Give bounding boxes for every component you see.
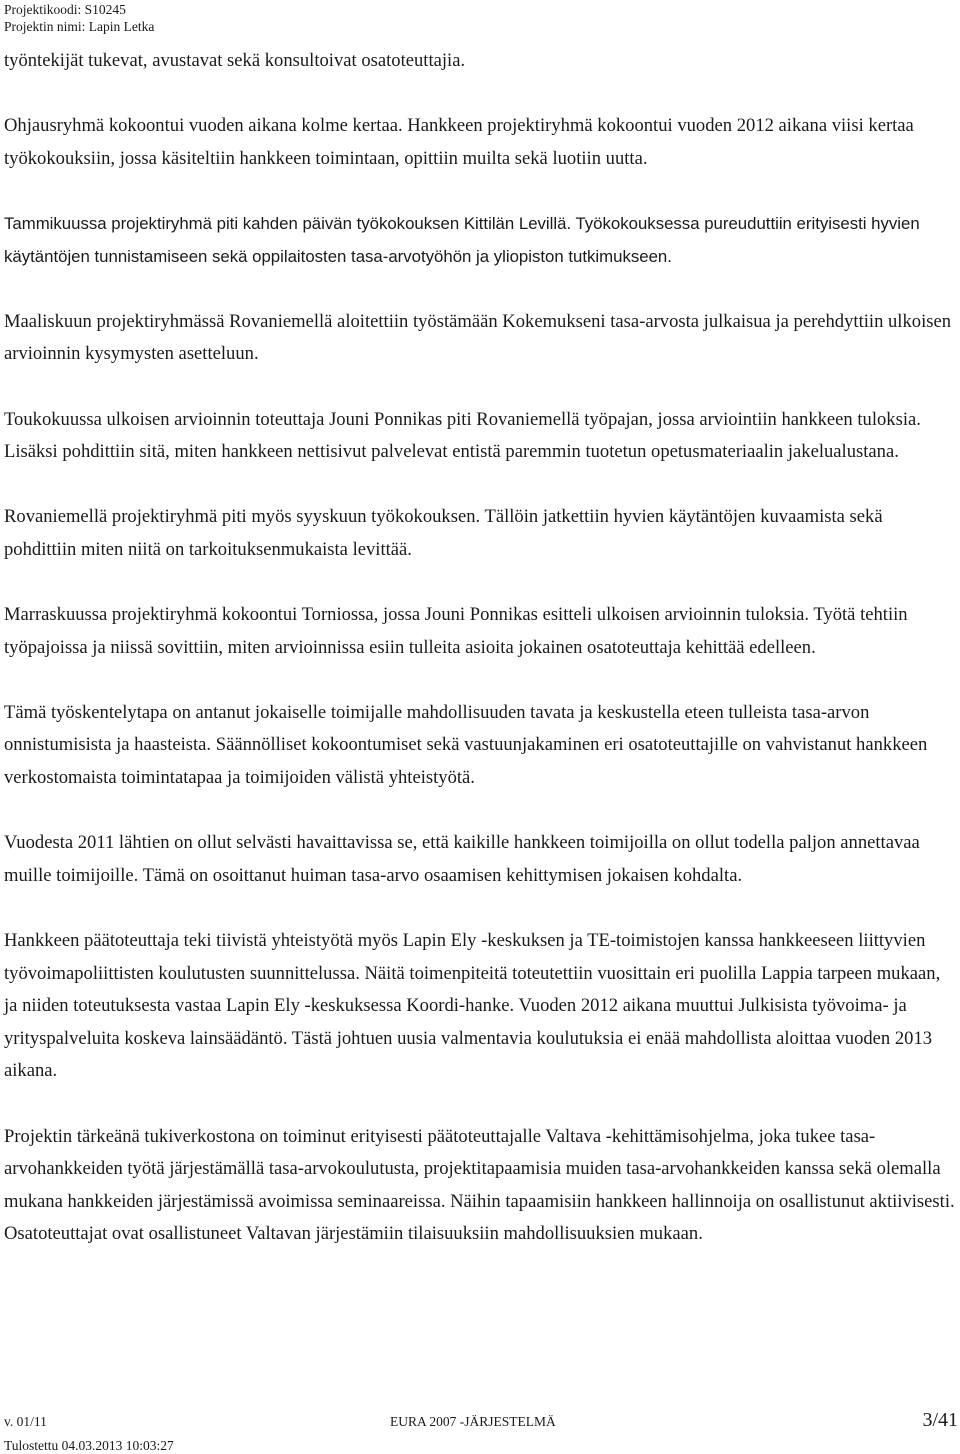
paragraph-5: Toukokuussa ulkoisen arvioinnin toteuttaja Jouni Ponnikas piti Rovaniemellä työpajan, jossa arviointiin hankkeen tuloksia. Lisäksi pohdittiin sitä, miten hankkeen nettisivut palvelevat entistä paremmin tuotetun opetusmateriaalin jakelualustana. [4, 408, 921, 463]
paragraph-7: Marraskuussa projektiryhmä kokoontui Torniossa, jossa Jouni Ponnikas esitteli ulkoisen arvioinnin tuloksia. Työtä tehtiin työpajoissa ja niissä sovittiin, miten arvioinnissa esiin tulleita asioita jokainen osatoteuttaja kehittää edelleen. [4, 604, 908, 658]
paragraph-10: Hankkeen päätoteuttaja teki tiivistä yhteistyötä myös Lapin Ely -keskuksen ja TE-toimistojen kanssa hankkeeseen liittyvien työvoimapoliittisten koulutusten suunnittelussa. Näitä toimenpiteitä toteutettiin vuosittain eri puolilla Lappia tarpeen mukaan, ja niiden toteutuksesta vastaa Lapin Ely -keskuksessa Koordi-hanke. Vuoden 2012 aikana muuttui Julkisista työvoima- ja yrityspalveluita koskeva lainsäädäntö. Tästä johtuen uusia valmentavia koulutuksia ei enää mahdollista aloittaa vuoden 2013 aikana. [4, 930, 941, 1082]
paragraph-6: Rovaniemellä projektiryhmä piti myös syyskuun työkokouksen. Tällöin jatkettiin hyvien käytäntöjen kuvaamista sekä pohdittiin miten niitä on tarkoituksenmukaista levittää. [4, 506, 883, 560]
version-label: v. 01/11 [4, 1414, 47, 1429]
system-name: EURA 2007 -JÄRJESTELMÄ [390, 1414, 556, 1429]
paragraph-11: Projektin tärkeänä tukiverkostona on toiminut erityisesti päätoteuttajalle Valtava -kehittämisohjelma, joka tukee tasa-arvohankkeiden työtä järjestämällä tasa-arvokoulutusta, projektitapaamisia muiden tasa-arvohankkeiden kanssa sekä olemalla mukana hankkeiden järjestämissä avoimissa seminaareissa. Näihin tapaamisiin hankkeen hallinnoija on osallistunut aktiivisesti. Osatoteuttajat ovat osallistuneet Valtavan järjestämiin tilaisuuksiin mahdollisuuksien mukaan. [4, 1125, 955, 1245]
page-number: 3/41 [922, 1409, 958, 1431]
paragraph-3: Tammikuussa projektiryhmä piti kahden päivän työkokouksen Kittilän Levillä. Työkokouksessa pureuduttiin erityisesti hyvien käytäntöjen tunnistamiseen sekä oppilaitosten tasa-arvotyöhön ja yliopiston tutkimukseen. [4, 213, 920, 266]
paragraph-2: Ohjausryhmä kokoontui vuoden aikana kolme kertaa. Hankkeen projektiryhmä kokoontui vuoden 2012 aikana viisi kertaa työkokouksiin, jossa käsiteltiin hankkeen toimintaan, opittiin muilta sekä luotiin uutta. [4, 115, 914, 169]
project-code: Projektikoodi: S10245 [4, 2, 126, 17]
paragraph-8: Tämä työskentelytapa on antanut jokaiselle toimijalle mahdollisuuden tavata ja keskustella eteen tulleista tasa-arvon onnistumisista ja haasteista. Säännölliset kokoontumiset sekä vastuunjakaminen eri osatoteuttajille on vahvistanut hankkeen verkostomaista toimintatapaa ja toimijoiden välistä yhteistyötä. [4, 701, 928, 789]
document-body [4, 45, 956, 1284]
page-header [4, 1, 154, 35]
paragraph-1: työntekijät tukevat, avustavat sekä konsultoivat osatoteuttajia. [4, 50, 466, 71]
paragraph-4: Maaliskuun projektiryhmässä Rovaniemellä aloitettiin työstämään Kokemukseni tasa-arvosta julkaisua ja perehdyttiin ulkoisen arvioinnin kysymysten asetteluun. [4, 310, 952, 365]
project-name: Projektin nimi: Lapin Letka [4, 19, 155, 34]
paragraph-9: Vuodesta 2011 lähtien on ollut selvästi havaittavissa se, että kaikille hankkeen toimijoilla on ollut todella paljon annettavaa muille toimijoille. Tämä on osoittanut huiman tasa-arvo osaamisen kehittymisen jokaisen kohdalta. [4, 832, 920, 886]
printed-timestamp: Tulostettu 04.03.2013 10:03:27 [4, 1438, 174, 1453]
